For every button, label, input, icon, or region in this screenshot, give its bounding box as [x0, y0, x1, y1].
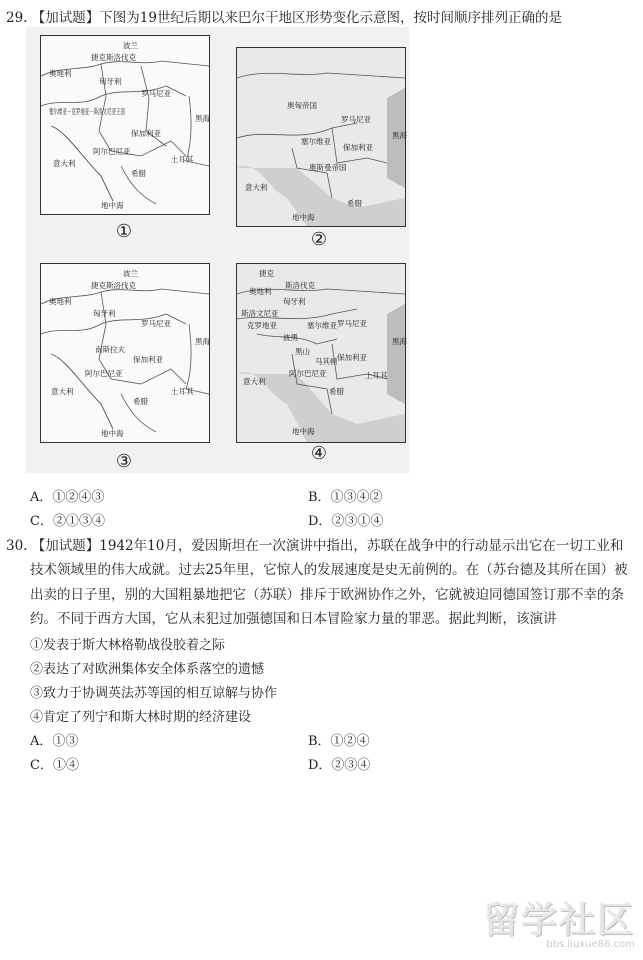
map2-label-black-sea: 黑海: [392, 131, 407, 140]
watermark-logo-text: 留学社区: [482, 900, 635, 941]
q30-tag: 【加试题】: [31, 538, 100, 554]
map3-label-greece: 希腊: [133, 397, 148, 406]
map3-label-romania: 罗马尼亚: [141, 319, 171, 328]
site-watermark: [483, 892, 635, 950]
map-number-3: ③: [115, 451, 133, 472]
q30-option-c[interactable]: C．①④: [30, 758, 79, 773]
q30-statement-4: ④肯定了列宁和斯大林时期的经济建设: [30, 710, 252, 725]
map2-label-austria-hungary: 奥匈帝国: [287, 101, 317, 110]
map3-label-austria: 奥地利: [49, 297, 72, 306]
map2-label-romania: 罗马尼亚: [341, 115, 371, 124]
map4-label-macedonia: 马其顿: [315, 357, 338, 366]
q29-number: 29.: [6, 10, 28, 26]
q30-statement-1: ①发表于斯大林格勒战役胶着之际: [30, 638, 226, 653]
map1-label-czechoslovakia: 捷克斯洛伐克: [91, 53, 136, 62]
map4-label-greece: 希腊: [329, 387, 344, 396]
map4-label-hungary: 匈牙利: [283, 297, 306, 306]
map1-label-black-sea: 黑海: [195, 114, 210, 123]
map3-label-mediterranean: 地中海: [101, 429, 124, 438]
map-2: [236, 47, 406, 227]
map1-label-poland: 波兰: [123, 41, 138, 50]
watermark-url: bbs.liuxue86.com: [546, 939, 635, 950]
q30-option-d[interactable]: D．②③④: [308, 758, 371, 773]
q29-option-a[interactable]: A．①②④③: [30, 490, 105, 505]
map2-label-mediterranean: 地中海: [292, 213, 315, 222]
map-number-1: ①: [115, 221, 133, 242]
map3-label-yugoslavia: 南斯拉夫: [95, 345, 125, 354]
map4-label-albania: 阿尔巴尼亚: [289, 369, 327, 378]
map3-label-italy: 意大利: [51, 387, 74, 396]
map-3: [40, 263, 210, 443]
map3-label-albania: 阿尔巴尼亚: [85, 369, 123, 378]
map1-label-albania: 阿尔巴尼亚: [93, 147, 131, 156]
map4-label-romania: 罗马尼亚: [337, 319, 367, 328]
q29-option-b[interactable]: B．①③④②: [308, 490, 383, 505]
map1-label-greece: 希腊: [131, 169, 146, 178]
q29-option-d[interactable]: D．②③①④: [308, 514, 384, 529]
map2-label-bulgaria: 保加利亚: [343, 143, 373, 152]
q29-stem-text: 下图为19世纪后期以来巴尔干地区形势变化示意图，按时间顺序排列正确的是: [99, 10, 562, 26]
q29-option-c[interactable]: C．②①③④: [30, 514, 105, 529]
map4-label-slovakia: 斯洛伐克: [285, 281, 315, 290]
map-1: [40, 35, 210, 215]
map1-label-scs-kingdom: 塞尔维亚－克罗地亚－斯洛文尼亚王国: [49, 107, 177, 116]
map2-label-greece: 希腊: [347, 199, 362, 208]
map3-label-turkey: 土耳其: [171, 387, 194, 396]
map1-label-bulgaria: 保加利亚: [131, 129, 161, 138]
map4-label-austria: 奥地利: [249, 287, 272, 296]
map3-label-hungary: 匈牙利: [93, 309, 116, 318]
q30-number: 30.: [6, 538, 28, 554]
map1-label-hungary: 匈牙利: [99, 77, 122, 86]
q29-tag: 【加试题】: [31, 10, 100, 26]
q30-stem-text: 技术领域里的伟大成就。过去25年里，它惊人的发展速度是史无前例的。在（苏台德及其所在国）被出卖的日子里，别的大国粗暴地把它（苏联）排斥于欧洲协作之外，它就被迫同德国签订那不幸的条约。不同于西方大国，它从未犯过加强德国和日本冒险家力量的罪恶。据此判断，该演讲: [30, 562, 628, 627]
q30-stem-line1: [6, 534, 623, 554]
map4-label-turkey: 土耳其: [365, 371, 388, 380]
map2-label-serbia: 塞尔维亚: [301, 137, 331, 146]
q30-option-a[interactable]: A．①③: [30, 734, 79, 749]
map-number-4: ④: [310, 443, 328, 464]
q30-option-b[interactable]: B．①②④: [308, 734, 370, 749]
map-number-2: ②: [310, 229, 328, 250]
map4-label-bosnia: 波黑: [283, 333, 298, 342]
map4-label-croatia: 克罗地亚: [247, 321, 277, 330]
q29-stem: [6, 6, 562, 26]
map3-label-black-sea: 黑海: [195, 337, 210, 346]
map4-label-italy: 意大利: [243, 377, 266, 386]
map4-label-black-sea: 黑海: [392, 337, 407, 346]
map1-label-mediterranean: 地中海: [101, 201, 124, 210]
map1-label-romania: 罗马尼亚: [141, 89, 171, 98]
map3-label-poland: 波兰: [123, 269, 138, 278]
map4-label-serbia: 塞尔维亚: [307, 321, 337, 330]
map1-label-turkey: 土耳其: [171, 155, 194, 164]
map1-label-italy: 意大利: [53, 159, 76, 168]
q30-statement-2: ②表达了对欧洲集体安全体系落空的遗憾: [30, 662, 265, 677]
balkan-maps-figure: [26, 27, 409, 473]
map4-label-mediterranean: 地中海: [292, 427, 315, 436]
map-4: [236, 263, 406, 443]
map1-label-austria: 奥地利: [49, 69, 72, 78]
map4-label-bulgaria: 保加利亚: [337, 353, 367, 362]
map3-label-bulgaria: 保加利亚: [133, 355, 163, 364]
map4-label-montenegro: 黑山: [295, 347, 310, 356]
map4-label-slovenia: 斯洛文尼亚: [241, 309, 279, 318]
map2-label-italy: 意大利: [245, 183, 268, 192]
q30-text-line1: 1942年10月，爱因斯坦在一次演讲中指出，苏联在战争中的行动显示出它在一切工业和: [99, 538, 624, 554]
map3-label-czechoslovakia: 捷克斯洛伐克: [91, 281, 136, 290]
q30-statement-3: ③致力于协调英法苏等国的相互谅解与协作: [30, 686, 278, 701]
map4-label-czech: 捷克: [259, 269, 274, 278]
map2-label-ottoman: 奥斯曼帝国: [309, 163, 347, 172]
